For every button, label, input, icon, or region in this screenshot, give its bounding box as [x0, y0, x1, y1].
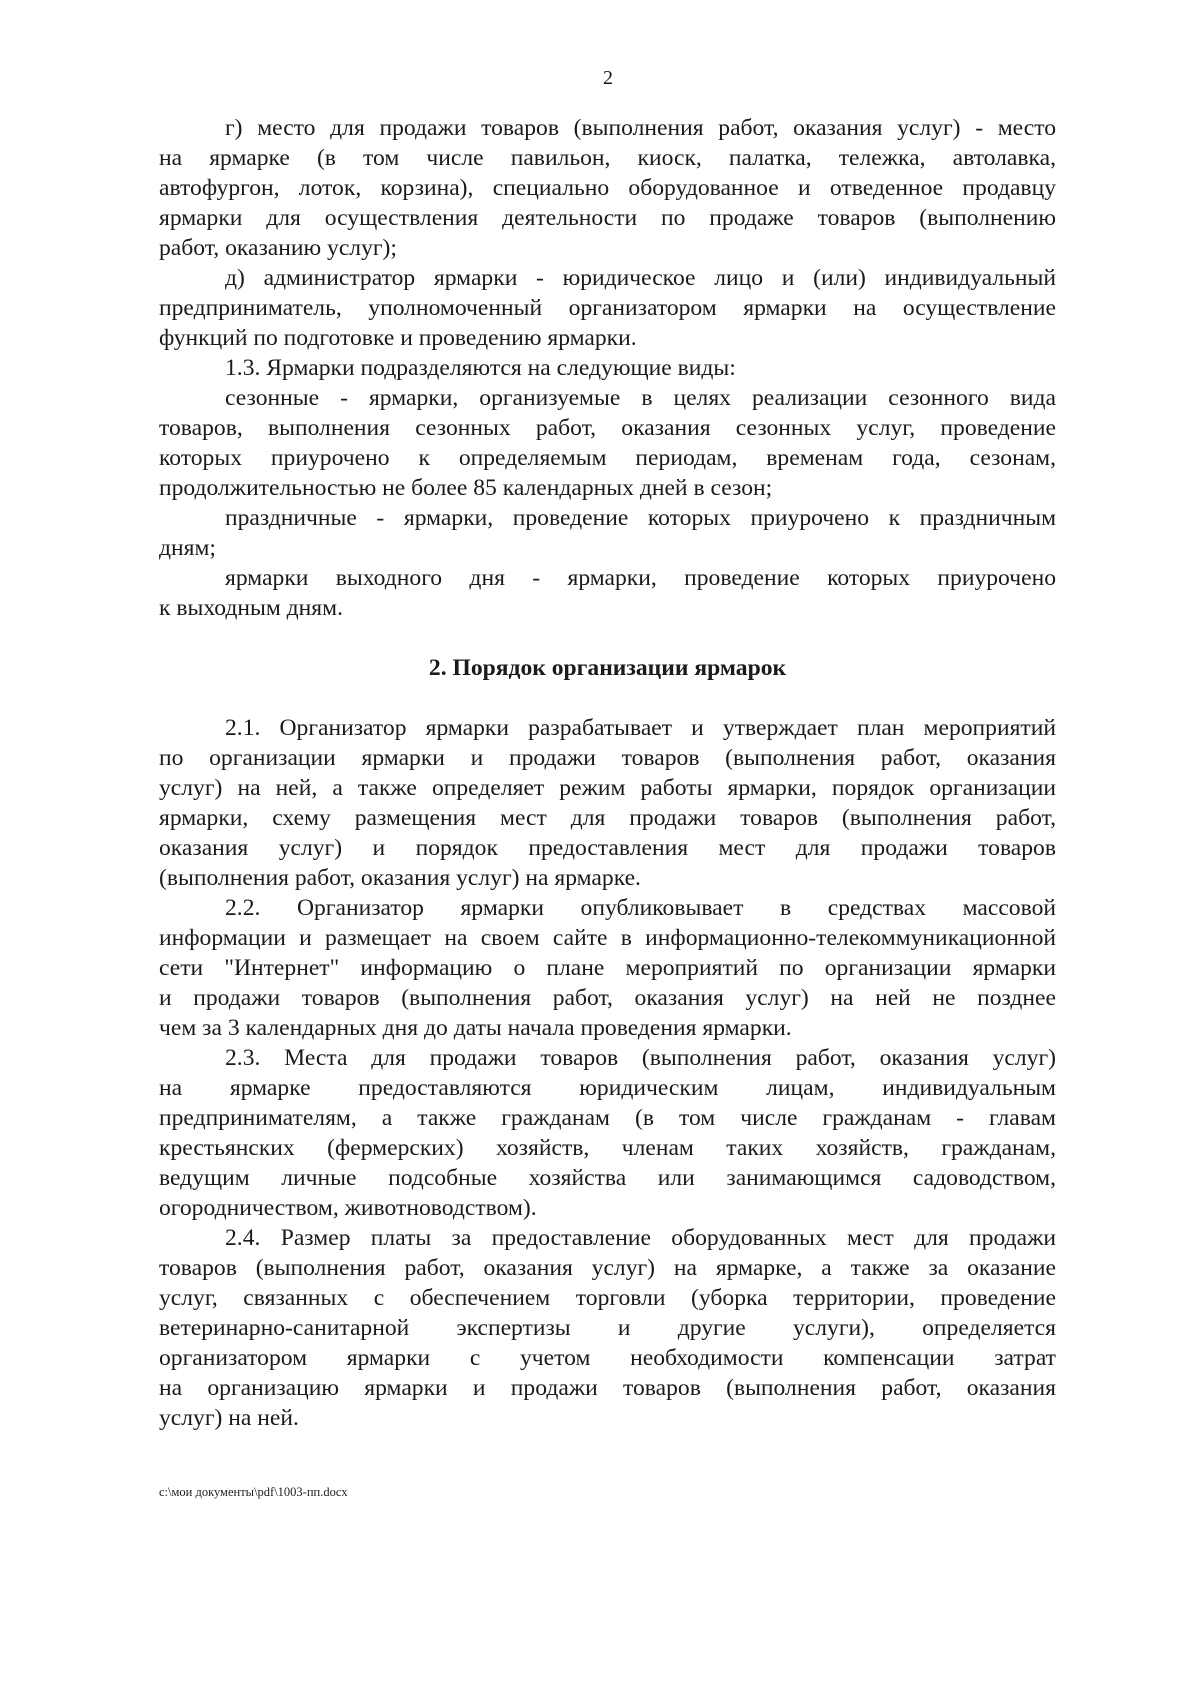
paragraph-line: крестьянских (фермерских) хозяйств, членам таких хозяйств, гражданам, — [159, 1135, 1056, 1161]
paragraph — [159, 893, 1056, 1043]
document-body — [159, 113, 1056, 1433]
paragraph-line: организатором ярмарки с учетом необходимости компенсации затрат — [159, 1345, 1056, 1371]
paragraph-line: чем за 3 календарных дня до даты начала проведения ярмарки. — [159, 1015, 792, 1041]
paragraph-line: оказания услуг) и порядок предоставления мест для продажи товаров — [159, 835, 1056, 861]
paragraph-line: товаров (выполнения работ, оказания услуг) на ярмарке, а также за оказание — [159, 1255, 1056, 1281]
paragraph — [159, 263, 1056, 353]
paragraph-line: к выходным дням. — [159, 595, 343, 621]
paragraph-line: (выполнения работ, оказания услуг) на ярмарке. — [159, 865, 641, 891]
paragraph-line: ярмарки выходного дня - ярмарки, проведение которых приурочено — [225, 565, 1056, 591]
paragraph-line: которых приурочено к определяемым периодам, временам года, сезонам, — [159, 445, 1056, 471]
paragraph-line: ветеринарно-санитарной экспертизы и другие услуги), определяется — [159, 1315, 1056, 1341]
paragraph-line: ярмарки для осуществления деятельности по продаже товаров (выполнению — [159, 205, 1056, 231]
paragraph-line: товаров, выполнения сезонных работ, оказания сезонных услуг, проведение — [159, 415, 1056, 441]
paragraph — [159, 563, 1056, 623]
paragraph-line: на организацию ярмарки и продажи товаров (выполнения работ, оказания — [159, 1375, 1056, 1401]
paragraph-line: услуг) на ней, а также определяет режим работы ярмарки, порядок организации — [159, 775, 1056, 801]
paragraph-line: функций по подготовке и проведению ярмарки. — [159, 325, 637, 351]
paragraph-line: огородничеством, животноводством). — [159, 1195, 537, 1221]
footer-file-path: c:\мои документы\pdf\1003-пп.docx — [159, 1485, 348, 1499]
paragraph-line: праздничные - ярмарки, проведение которых приурочено к праздничным — [225, 505, 1056, 531]
paragraph-line: сети "Интернет" информацию о плане мероприятий по организации ярмарки — [159, 955, 1056, 981]
paragraph-line: услуг, связанных с обеспечением торговли (уборка территории, проведение — [159, 1285, 1056, 1311]
paragraph-line: на ярмарке (в том числе павильон, киоск, палатка, тележка, автолавка, — [159, 145, 1056, 171]
paragraph-line: на ярмарке предоставляются юридическим лицам, индивидуальным — [159, 1075, 1056, 1101]
paragraph-line: дням; — [159, 535, 216, 561]
paragraph-line: продолжительностью не более 85 календарных дней в сезон; — [159, 475, 773, 501]
paragraph-line: д) администратор ярмарки - юридическое лицо и (или) индивидуальный — [225, 265, 1056, 291]
paragraph-line: ведущим личные подсобные хозяйства или занимающимся садоводством, — [159, 1165, 1056, 1191]
paragraph — [159, 1223, 1056, 1433]
paragraph-line: и продажи товаров (выполнения работ, оказания услуг) на ней не позднее — [159, 985, 1056, 1011]
paragraph — [159, 113, 1056, 263]
paragraph-line: 1.3. Ярмарки подразделяются на следующие виды: — [225, 355, 736, 381]
paragraph-line: г) место для продажи товаров (выполнения работ, оказания услуг) - место — [225, 115, 1056, 141]
paragraph-line: 2.3. Места для продажи товаров (выполнения работ, оказания услуг) — [225, 1045, 1056, 1071]
section-heading: 2. Порядок организации ярмарок — [428, 655, 787, 681]
paragraph — [159, 713, 1056, 893]
paragraph-line: ярмарки, схему размещения мест для продажи товаров (выполнения работ, — [159, 805, 1056, 831]
paragraph-line: услуг) на ней. — [159, 1405, 299, 1431]
paragraph-line: предприниматель, уполномоченный организатором ярмарки на осуществление — [159, 295, 1056, 321]
paragraph-line: 2.4. Размер платы за предоставление оборудованных мест для продажи — [225, 1225, 1056, 1251]
paragraph — [159, 503, 1056, 563]
paragraph-line: предпринимателям, а также гражданам (в том числе гражданам - главам — [159, 1105, 1056, 1131]
paragraph-line: работ, оказанию услуг); — [159, 235, 397, 261]
paragraph — [159, 1043, 1056, 1223]
paragraph-line: по организации ярмарки и продажи товаров (выполнения работ, оказания — [159, 745, 1056, 771]
paragraph-line: 2.1. Организатор ярмарки разрабатывает и утверждает план мероприятий — [225, 715, 1056, 741]
page-number: 2 — [603, 67, 613, 89]
paragraph — [159, 353, 1056, 383]
paragraph-line: информации и размещает на своем сайте в информационно-телекоммуникационной — [159, 925, 1056, 951]
paragraph-line: 2.2. Организатор ярмарки опубликовывает в средствах массовой — [225, 895, 1056, 921]
paragraph-line: автофургон, лоток, корзина), специально оборудованное и отведенное продавцу — [159, 175, 1056, 201]
paragraph — [159, 383, 1056, 503]
paragraph-line: сезонные - ярмарки, организуемые в целях реализации сезонного вида — [225, 385, 1056, 411]
